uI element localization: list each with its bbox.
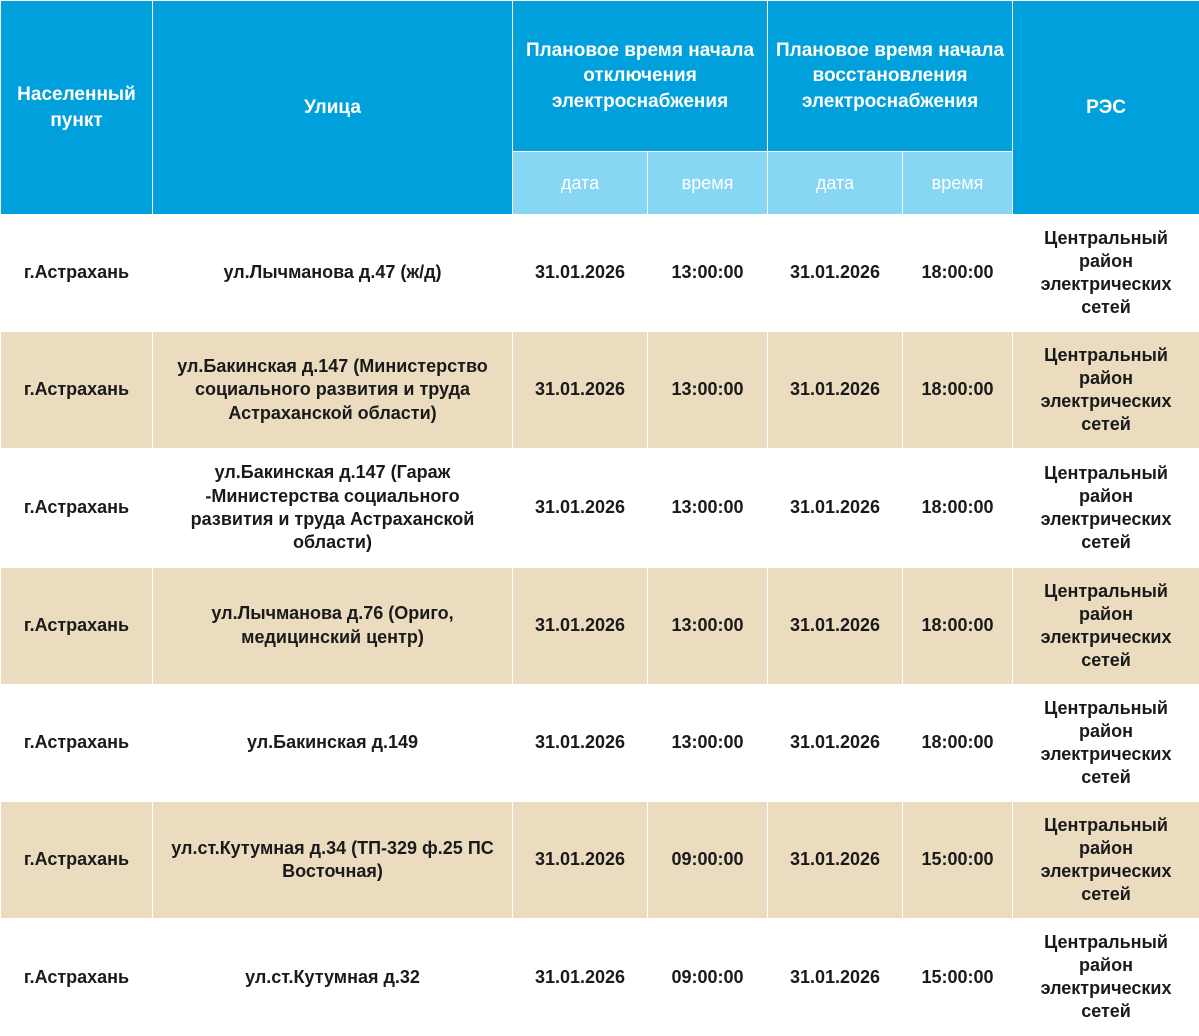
- column-header-restore-start: Плановое время начала восстановления электроснабжения: [768, 1, 1013, 152]
- column-subheader-outage-time: время: [648, 152, 768, 215]
- cell-restore-time: 18:00:00: [903, 449, 1013, 568]
- cell-outage-date: 31.01.2026: [513, 567, 648, 684]
- table-row: [1, 684, 1199, 801]
- cell-restore-date: 31.01.2026: [768, 567, 903, 684]
- cell-town: г.Астрахань: [1, 449, 153, 568]
- cell-outage-date: 31.01.2026: [513, 449, 648, 568]
- cell-res: Центральный район электрических сетей: [1013, 919, 1199, 1036]
- cell-town: г.Астрахань: [1, 567, 153, 684]
- table-header: [1, 1, 1199, 215]
- cell-restore-date: 31.01.2026: [768, 802, 903, 919]
- cell-res: Центральный район электрических сетей: [1013, 215, 1199, 332]
- cell-town: г.Астрахань: [1, 802, 153, 919]
- cell-outage-time: 13:00:00: [648, 332, 768, 449]
- cell-street: ул.Бакинская д.149: [153, 684, 513, 801]
- column-header-town: Населенный пункт: [1, 1, 153, 215]
- cell-outage-time: 09:00:00: [648, 802, 768, 919]
- cell-town: г.Астрахань: [1, 332, 153, 449]
- column-header-street: Улица: [153, 1, 513, 215]
- cell-restore-time: 18:00:00: [903, 684, 1013, 801]
- cell-street: ул.Бакинская д.147 (Министерство социального развития и труда Астраханской области): [153, 332, 513, 449]
- cell-restore-time: 15:00:00: [903, 802, 1013, 919]
- column-subheader-outage-date: дата: [513, 152, 648, 215]
- cell-outage-date: 31.01.2026: [513, 802, 648, 919]
- table-body: [1, 215, 1199, 1036]
- column-subheader-restore-date: дата: [768, 152, 903, 215]
- cell-restore-date: 31.01.2026: [768, 449, 903, 568]
- column-header-res: РЭС: [1013, 1, 1199, 215]
- cell-restore-date: 31.01.2026: [768, 684, 903, 801]
- table-row: [1, 802, 1199, 919]
- cell-town: г.Астрахань: [1, 215, 153, 332]
- cell-street: ул.Лычманова д.76 (Ориго, медицинский центр): [153, 567, 513, 684]
- cell-restore-date: 31.01.2026: [768, 332, 903, 449]
- cell-street: ул.Бакинская д.147 (Гараж -Министерства социального развития и труда Астраханской области): [153, 449, 513, 568]
- cell-res: Центральный район электрических сетей: [1013, 802, 1199, 919]
- cell-res: Центральный район электрических сетей: [1013, 332, 1199, 449]
- cell-outage-time: 13:00:00: [648, 215, 768, 332]
- cell-restore-time: 18:00:00: [903, 332, 1013, 449]
- column-subheader-restore-time: время: [903, 152, 1013, 215]
- cell-town: г.Астрахань: [1, 684, 153, 801]
- cell-outage-time: 13:00:00: [648, 449, 768, 568]
- cell-restore-date: 31.01.2026: [768, 919, 903, 1036]
- cell-outage-date: 31.01.2026: [513, 332, 648, 449]
- cell-town: г.Астрахань: [1, 919, 153, 1036]
- cell-restore-time: 18:00:00: [903, 567, 1013, 684]
- cell-outage-time: 13:00:00: [648, 684, 768, 801]
- cell-outage-time: 09:00:00: [648, 919, 768, 1036]
- cell-outage-time: 13:00:00: [648, 567, 768, 684]
- table-row: [1, 449, 1199, 568]
- cell-street: ул.ст.Кутумная д.32: [153, 919, 513, 1036]
- table-row: [1, 215, 1199, 332]
- cell-restore-time: 18:00:00: [903, 215, 1013, 332]
- cell-street: ул.ст.Кутумная д.34 (ТП-329 ф.25 ПС Восточная): [153, 802, 513, 919]
- cell-restore-date: 31.01.2026: [768, 215, 903, 332]
- column-header-outage-start: Плановое время начала отключения электроснабжения: [513, 1, 768, 152]
- table-row: [1, 567, 1199, 684]
- cell-street: ул.Лычманова д.47 (ж/д): [153, 215, 513, 332]
- cell-restore-time: 15:00:00: [903, 919, 1013, 1036]
- cell-outage-date: 31.01.2026: [513, 919, 648, 1036]
- table-header-row-main: [1, 1, 1199, 152]
- cell-outage-date: 31.01.2026: [513, 684, 648, 801]
- cell-res: Центральный район электрических сетей: [1013, 567, 1199, 684]
- table-row: [1, 332, 1199, 449]
- cell-res: Центральный район электрических сетей: [1013, 449, 1199, 568]
- table-row: [1, 919, 1199, 1036]
- cell-res: Центральный район электрических сетей: [1013, 684, 1199, 801]
- cell-outage-date: 31.01.2026: [513, 215, 648, 332]
